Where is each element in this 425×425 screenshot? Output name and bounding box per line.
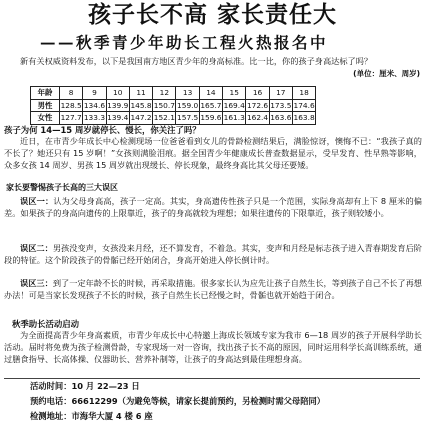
event-address: [30, 410, 153, 422]
table-cell: 145.8: [130, 100, 152, 110]
section1-title: 孩子为何 14—15 周岁就停长、慢长，你关注了吗？: [4, 125, 201, 135]
divider: [4, 378, 420, 379]
table-cell: 134.6: [83, 100, 106, 110]
table-row-female: [31, 112, 316, 125]
event-phone-value: 66612299（为避免等候，请家长提前预约，另检测时需父母陪同）: [71, 396, 326, 406]
table-cell: 139.4: [107, 113, 129, 123]
myth-1-text: 认为父母身高高，孩子一定高。其实，身高遗传性孩子只是一个范围，实际身高却有上下 8 厘米的偏差。如果孩子的身高向遗传的上限靠近，孩子的身高就较为理想；如果往遗传的下限靠近，孩子则较矮小。: [4, 196, 422, 218]
table-cell: 169.4: [223, 100, 245, 110]
age-cell: 18: [292, 87, 315, 100]
age-cell: 9: [83, 87, 106, 100]
headline: 孩子长不高 家长责任大: [87, 2, 337, 28]
table-cell: 159.0: [177, 100, 199, 110]
myth-1-label: 误区一：: [20, 196, 54, 206]
section1-text: 近日，在市青少年成长中心检测现场一位爸爸看到女儿的骨龄检测结果后，满脸惊讶，懊悔不已：“我孩子真的不长了？她还只有 15 岁啊！”女孩则满脸泪痕。据全国青少年健康成长普查数据显示，受早发育、性早熟等影响，众多女孩 14 周岁、男孩 15 周岁就出现缓长、停长现象，最终身高比其父母还要矮。: [4, 136, 422, 170]
event-address-label: 检测地址：: [30, 411, 72, 421]
section3-body: [4, 330, 422, 365]
section1-body: [4, 136, 422, 171]
age-cell: 16: [246, 87, 269, 100]
event-time-value: 10 月 22—23 日: [71, 381, 140, 391]
table-cell: 150.7: [153, 100, 175, 110]
table-cell: 165.7: [200, 100, 222, 110]
intro-paragraph: [4, 56, 422, 68]
event-address-value: 市海华大厦 4 楼 6 座: [71, 411, 153, 421]
table-cell: 174.6: [293, 100, 315, 110]
table-header-row: [31, 87, 316, 100]
myth-3: [4, 278, 422, 302]
event-time: [30, 380, 140, 392]
event-phone: [30, 395, 325, 407]
height-standard-table: [30, 86, 316, 125]
table-cell: 133.3: [83, 113, 106, 123]
table-cell: 163.6: [270, 113, 292, 123]
table-header-label: 年龄: [31, 87, 60, 100]
myth-2: [4, 243, 422, 267]
myth-2-label: 误区二：: [20, 243, 53, 253]
age-cell: 13: [176, 87, 199, 100]
subheadline: ——秋季青少年助长工程火热报名中: [40, 33, 329, 52]
event-time-label: 活动时间：: [30, 381, 72, 391]
unit-note: (单位：厘米、周岁): [353, 69, 420, 78]
table-cell: 162.4: [246, 113, 269, 123]
age-cell: 12: [153, 87, 176, 100]
row-label: 男性: [31, 99, 60, 112]
event-phone-label: 预约电话：: [30, 396, 72, 406]
myth-3-label: 误区三：: [20, 278, 53, 288]
age-cell: 10: [106, 87, 129, 100]
section3-text: 为全面提高青少年身高素质，市青少年成长中心特邀上海成长领域专家为我市 6—18 周岁的孩子开展科学助长活动。届时将免费为孩子检测骨龄，专家现场一对一咨询，找出孩子长不高的原因，同时运用科学长高训练系统，通过膳食指导、长高体操、仪器助长、营养补制等，让孩子的身高达到最佳理想身高。: [4, 330, 422, 364]
table-cell: 127.7: [60, 113, 82, 123]
section3-title: 秋季助长活动启动: [12, 319, 79, 329]
age-cell: 15: [223, 87, 246, 100]
table-cell: 157.5: [177, 113, 199, 123]
intro-text: 新有关权威资料发布，以下是我国南方地区青少年的身高标准。比一比，你的孩子身高达标了吗？: [20, 56, 373, 66]
table-cell: 173.5: [270, 100, 292, 110]
table-cell: 139.9: [107, 100, 129, 110]
table-cell: 163.8: [293, 113, 315, 123]
age-cell: 8: [60, 87, 83, 100]
table-cell: 147.2: [130, 113, 152, 123]
table-cell: 128.5: [60, 100, 82, 110]
table-cell: 172.6: [246, 100, 269, 110]
myth-3-text: 到了一定年龄不长的时候，再采取措施。很多家长认为应先让孩子自然生长，等到孩子自己不长了再想办法！可是当家长发现孩子不长的时候，孩子自然生长已经慢之时，骨骺也就开始趋于闭合。: [4, 278, 422, 300]
table-cell: 161.3: [223, 113, 245, 123]
row-label: 女性: [31, 112, 60, 125]
table-cell: 159.6: [200, 113, 222, 123]
table-row-male: [31, 99, 316, 112]
myth-2-text: 男孩没变声，女孩没来月经，还不算发育，不着急。其实，变声和月经是标志孩子进入青春期发育后阶段的特征。这个阶段孩子的骨骺已经开始闭合，身高开始进入停长倒计时。: [4, 243, 422, 265]
age-cell: 14: [199, 87, 222, 100]
section2-title: 家长要警惕孩子长高的三大误区: [6, 183, 118, 192]
age-cell: 17: [269, 87, 292, 100]
age-cell: 11: [129, 87, 152, 100]
myth-1: [4, 196, 422, 220]
table-cell: 152.1: [153, 113, 175, 123]
